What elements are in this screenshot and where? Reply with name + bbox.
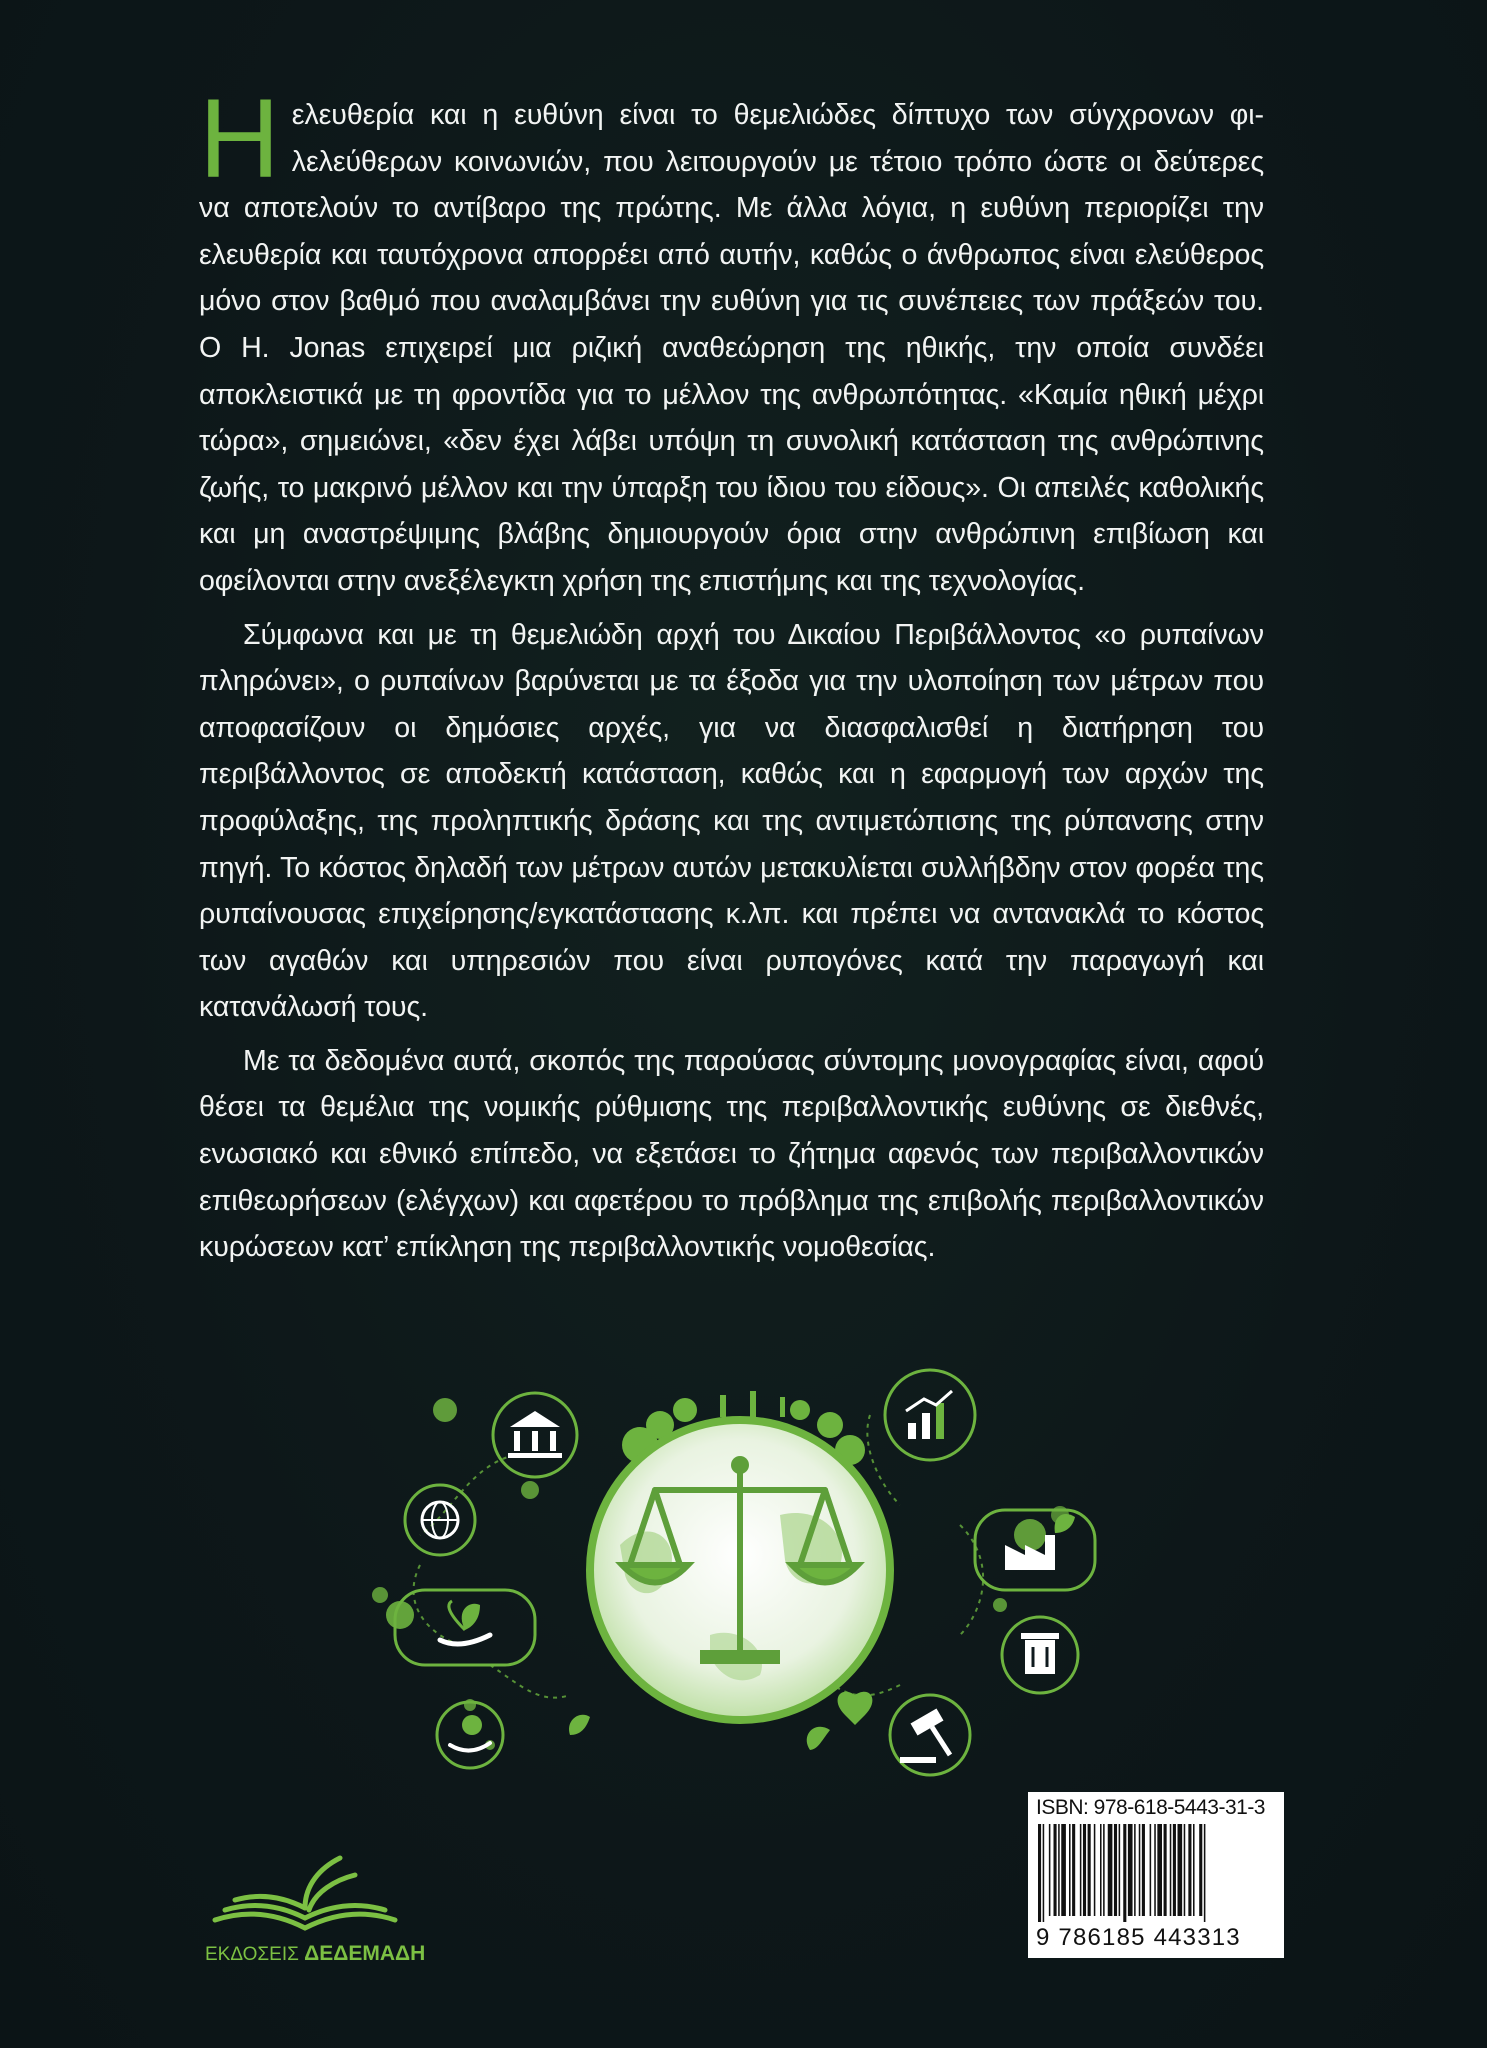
barcode-bar bbox=[1199, 1824, 1202, 1916]
publisher-logo bbox=[205, 1850, 426, 1970]
globe-small-icon bbox=[405, 1485, 475, 1555]
barcode-bar bbox=[1069, 1824, 1071, 1916]
barcode-bar bbox=[1083, 1824, 1086, 1916]
barcode-bar bbox=[1100, 1824, 1102, 1916]
barcode-bar bbox=[1108, 1824, 1113, 1916]
hand-plant-icon bbox=[395, 1590, 535, 1665]
barcode-bar bbox=[1123, 1824, 1126, 1922]
barcode-bar bbox=[1088, 1824, 1091, 1916]
environmental-justice-illustration bbox=[340, 1365, 1140, 1785]
isbn-barcode-box bbox=[1028, 1792, 1284, 1958]
barcode-bar bbox=[1049, 1824, 1051, 1916]
barcode bbox=[1036, 1824, 1276, 1922]
barcode-bar bbox=[1080, 1824, 1082, 1916]
barcode-bar bbox=[1103, 1824, 1105, 1916]
paragraph-text: ελευθερία και η ευθύνη είναι το θεμελιώδες δίπτυχο των σύγχρονων φιλελεύθερων κοινωνιών, που λειτουργούν με τέτοιο τρόπο ώστε οι δεύτερες να αποτελούν το αντίβαρο της πρώτης. Με άλλα λόγια, η ευθύνη περιορίζει την ελευθερία και ταυτόχρονα απορρέει από αυτήν, καθώς ο άνθρωπος είναι ελεύθερος μόνο στον βαθμό που αναλαμβάνει την ευθύνη για τις συνέπειες των πράξεών του. Ο H. Jonas επιχειρεί μια ριζική αναθεώρηση της ηθικής, την οποία συνδέει αποκλειστικά με τη φροντίδα για το μέλλον της ανθρωπότητας. «Καμία ηθική μέχρι τώρα», σημειώνει, «δεν έχει λάβει υπόψη τη συνολική κατάσταση της ανθρώπινης ζωής, το μακρινό μέλλον και την ύπαρξη του ίδιου του είδους». Οι απειλές καθολικής και μη αναστρέψιμης βλάβης δημιουργούν όρια στην ανθρώπινη επιβίωση και οφείλονται στην ανεξέλεγκτη χρήση της επιστήμης και της τεχνολογίας. bbox=[199, 99, 1264, 597]
isbn-digits: 9 786185 443313 bbox=[1036, 1924, 1241, 1951]
barcode-bar bbox=[1054, 1824, 1057, 1916]
barcode-bar bbox=[1178, 1824, 1183, 1916]
barcode-bar bbox=[1188, 1824, 1191, 1916]
gavel-icon bbox=[890, 1695, 970, 1775]
barcode-bar bbox=[1043, 1824, 1045, 1922]
barcode-bar bbox=[1173, 1824, 1176, 1916]
barcode-bar bbox=[1157, 1824, 1162, 1916]
drop-cap: Η bbox=[199, 76, 280, 201]
barcode-bar bbox=[1204, 1824, 1206, 1922]
blurb-paragraph-2: Σύμφωνα και με τη θεμελιώδη αρχή του Δικαίου Περιβάλλοντος «ο ρυπαίνων πληρώνει», ο ρυπαίνων βαρύνεται με τα έξοδα για την υλοποίηση των μέτρων που αποφασίζουν οι δημόσιες αρχές, για να διασφαλισθεί η διατήρηση του περιβάλλοντος σε αποδεκτή κατάσταση, καθώς και η εφαρμογή των αρχών της προφύλαξης, της προληπτικής δράσης και της αντιμετώπισης της ρύπανσης στην πηγή. Το κόστος δηλαδή των μέτρων αυτών μετακυλίεται συλλήβδην στον φορέα της ρυπαίνουσας επιχείρησης/εγκατάστασης κ.λπ. και πρέπει να αντανακλά το κόστος των αγαθών και υπηρεσιών που είναι ρυπογόνες κατά την παραγωγή και κατανάλωσή τους. bbox=[199, 618, 1264, 1024]
bank-icon bbox=[493, 1393, 577, 1477]
barcode-bar bbox=[1094, 1824, 1096, 1916]
publisher-brand: ΔΕΔΕΜΑΔΗ bbox=[304, 1942, 426, 1965]
barcode-bar bbox=[1142, 1824, 1145, 1916]
barcode-bar bbox=[1119, 1824, 1121, 1916]
blurb-paragraph-3: Με τα δεδομένα αυτά, σκοπός της παρούσας σύντομης μονογραφίας είναι, αφού θέσει τα θεμέλια της νομικής ρύθμισης της περιβαλλοντικής ευθύνης σε διεθνές, ενωσιακό και εθνικό επίπεδο, να εξετάσει το ζήτημα αφενός των περιβαλλοντικών επιθεωρήσεων (ελέγχων) και αφετέρου το πρόβλημα της επιβολής περιβαλλοντικών κυρώσεων κατ’ επίκληση της περιβαλλοντικής νομοθεσίας. bbox=[199, 1044, 1264, 1264]
hand-leaf-icon bbox=[437, 1702, 503, 1768]
isbn-label: ISBN: 978-618-5443-31-3 bbox=[1036, 1796, 1265, 1819]
book-logo-icon bbox=[205, 1850, 405, 1945]
barcode-bar bbox=[1128, 1824, 1133, 1916]
barcode-bar bbox=[1114, 1824, 1117, 1916]
growth-chart-icon bbox=[885, 1370, 975, 1460]
barcode-bar bbox=[1193, 1824, 1195, 1916]
publisher-name bbox=[205, 1942, 426, 1966]
barcode-bar bbox=[1139, 1824, 1141, 1916]
blurb-paragraph-1 bbox=[199, 76, 1264, 605]
barcode-bar bbox=[1061, 1824, 1066, 1916]
blurb-text bbox=[199, 76, 1264, 1278]
barcode-bar bbox=[1038, 1824, 1041, 1922]
barcode-bar bbox=[1170, 1824, 1172, 1916]
publisher-prefix: ΕΚΔΟΣΕΙΣ bbox=[205, 1944, 299, 1965]
barcode-bar bbox=[1154, 1824, 1156, 1916]
barcode-bar bbox=[1164, 1824, 1167, 1916]
recycle-bin-icon bbox=[1002, 1617, 1078, 1693]
barcode-bar bbox=[1184, 1824, 1186, 1916]
barcode-bar bbox=[1134, 1824, 1136, 1916]
barcode-bar bbox=[1058, 1824, 1060, 1916]
barcode-bar bbox=[1150, 1824, 1152, 1916]
barcode-bar bbox=[1072, 1824, 1075, 1916]
